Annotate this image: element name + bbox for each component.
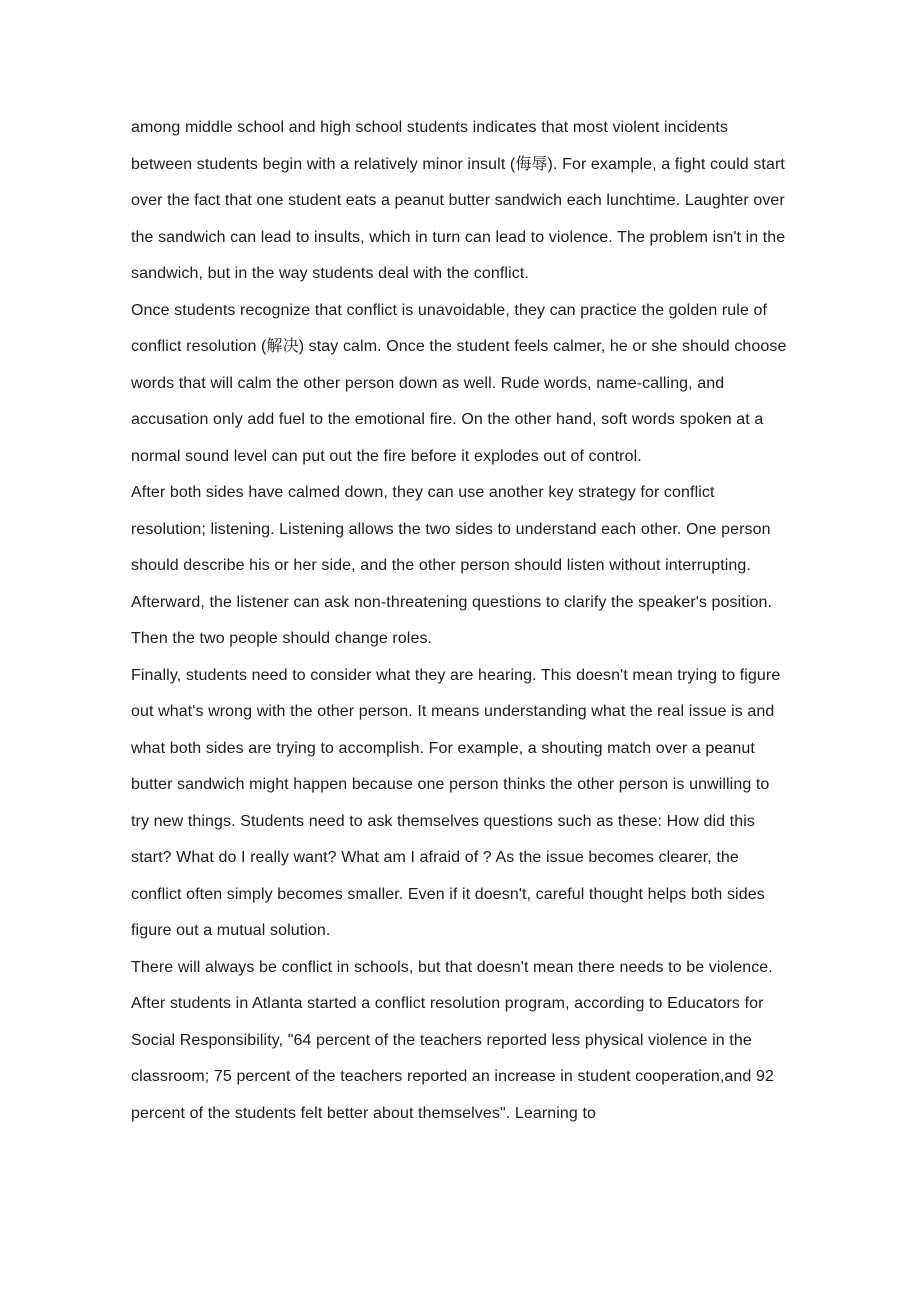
paragraph-4: Finally, students need to consider what they are hearing. This doesn't mean trying to figure out what's wrong with the other person. It means understanding what the real issue is and what both sides are trying to accomplish. For example, a shouting match over a peanut butter sandwich might happen because one person thinks the other person is unwilling to try new things. Students need to ask themselves questions such as these: How did this start? What do I really want? What am I afraid of ? As the issue becomes clearer, the conflict often simply becomes smaller. Even if it doesn't, careful thought helps both sides figure out a mutual solution. xyxy=(131,666,781,939)
paragraph-5: There will always be conflict in schools, but that doesn't mean there needs to be violence. After students in Atlanta started a conflict resolution program, according to Educators for Social Responsibility, "64 percent of the teachers reported less physical violence in the classroom; 75 percent of the teachers reported an increase in student cooperation,and 92 percent of the students felt better about themselves". Learning to xyxy=(131,958,774,1122)
paragraph-1: among middle school and high school students indicates that most violent incidents between students begin with a relatively minor insult (侮辱). For example, a fight could start over the fact that one student eats a peanut butter sandwich each lunchtime. Laughter over the sandwich can lead to insults, which in turn can lead to violence. The problem isn't in the sandwich, but in the way students deal with the conflict. xyxy=(131,119,786,282)
passage-text xyxy=(131,110,789,1132)
paragraph-2: Once students recognize that conflict is unavoidable, they can practice the golden rule of conflict resolution (解决) stay calm. Once the student feels calmer, he or she should choose words that will calm the other person down as well. Rude words, name-calling, and accusation only add fuel to the emotional fire. On the other hand, soft words spoken at a normal sound level can put out the fire before it explodes out of control. xyxy=(131,301,787,465)
paragraph-3: After both sides have calmed down, they can use another key strategy for conflict resolution; listening. Listening allows the two sides to understand each other. One person should describe his or her side, and the other person should listen without interrupting. Afterward, the listener can ask non-threatening questions to clarify the speaker's position. Then the two people should change roles. xyxy=(131,484,773,647)
